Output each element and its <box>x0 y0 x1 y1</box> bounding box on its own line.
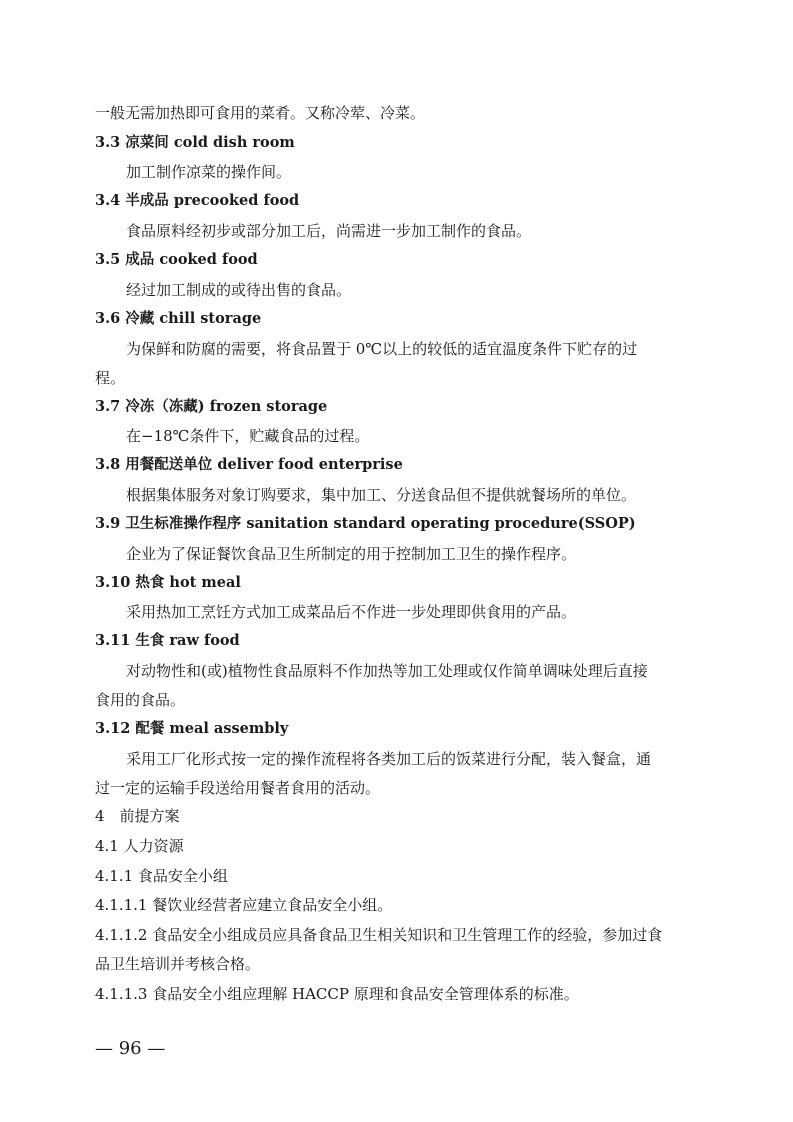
section-heading: 3.4 半成品 precooked food <box>95 192 300 209</box>
text-line: 4.1.1.1 餐饮业经营者应建立食品安全小组。 <box>95 896 393 914</box>
text-line: 过一定的运输手段送给用餐者食用的活动。 <box>95 779 381 797</box>
text-line: 加工制作凉菜的操作间。 <box>126 163 292 181</box>
text-line: 食品原料经初步或部分加工后，尚需进一步加工制作的食品。 <box>126 222 532 240</box>
text-line: 为保鲜和防腐的需要，将食品置于 0℃以上的较低的适宜温度条件下贮存的过 <box>126 340 638 358</box>
section-heading: 3.9 卫生标准操作程序 sanitation standard operating procedure(SSOP) <box>95 515 636 532</box>
section-heading: 3.6 冷藏 chill storage <box>95 310 262 327</box>
section-heading: 3.8 用餐配送单位 deliver food enterprise <box>95 456 403 473</box>
text-line: 根据集体服务对象订购要求，集中加工、分送食品但不提供就餐场所的单位。 <box>126 486 637 504</box>
section-heading: 3.11 生食 raw food <box>95 632 240 649</box>
section-heading: 3.3 凉菜间 cold dish room <box>95 134 295 151</box>
text-line: 程。 <box>95 369 126 387</box>
section-heading: 3.10 热食 hot meal <box>95 574 241 591</box>
text-line: 4.1.1.3 食品安全小组应理解 HACCP 原理和食品安全管理体系的标准。 <box>95 985 579 1003</box>
page-number: — 96 — <box>95 1038 166 1059</box>
text-line: 采用热加工烹饪方式加工成菜品后不作进一步处理即供食用的产品。 <box>126 603 577 621</box>
text-line: 采用工厂化形式按一定的操作流程将各类加工后的饭菜进行分配，装入餐盒，通 <box>126 750 652 768</box>
text-line: 食用的食品。 <box>95 691 186 709</box>
text-line: 4.1.1.2 食品安全小组成员应具备食品卫生相关知识和卫生管理工作的经验，参加过食 <box>95 926 663 944</box>
section-heading: 3.5 成品 cooked food <box>95 251 258 268</box>
text-line: 在−18℃条件下，贮藏食品的过程。 <box>126 427 370 445</box>
text-line: 4.1.1 食品安全小组 <box>95 867 228 885</box>
text-line: 经过加工制成的或待出售的食品。 <box>126 281 352 299</box>
text-line: 一般无需加热即可食用的菜肴。又称冷荤、冷菜。 <box>95 104 426 122</box>
section-heading: 3.7 冷冻（冻藏) frozen storage <box>95 398 328 415</box>
text-line: 4.1 人力资源 <box>95 837 184 855</box>
section-heading: 3.12 配餐 meal assembly <box>95 720 289 737</box>
section-heading: 4 前提方案 <box>95 807 180 825</box>
text-line: 品卫生培训并考核合格。 <box>95 955 261 973</box>
text-line: 企业为了保证餐饮食品卫生所制定的用于控制加工卫生的操作程序。 <box>126 545 577 563</box>
text-line: 对动物性和(或)植物性食品原料不作加热等加工处理或仅作简单调味处理后直接 <box>126 662 648 680</box>
